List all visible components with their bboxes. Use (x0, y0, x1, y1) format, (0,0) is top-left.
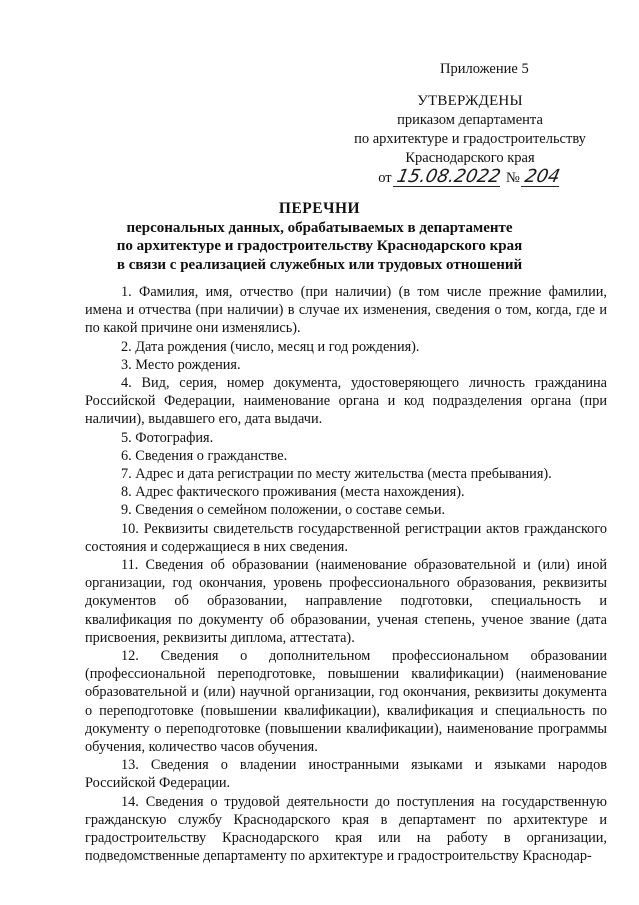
handwritten-date: 15.08.2022 (395, 166, 503, 187)
list-item: 13. Сведения о владении иностранными языками и языками народов Российской Федерации. (85, 757, 607, 792)
title-line-2: по архитектуре и градостроительству Краснодарского края (116, 238, 523, 254)
list-item: 10. Реквизиты свидетельств государственной регистрации актов гражданского состояния и содержащиеся в них сведения. (85, 520, 607, 555)
title-line-3: в связи с реализацией служебных или трудовых отношений (116, 256, 523, 273)
list-item: 14. Сведения о трудовой деятельности до поступления на государственную гражданскую службу Краснодарского края в департамент по архитектуре и градостроительству Краснодарского края или на работу в организации, подведомственные департаменту по архитектуре и градостроительству Краснодар- (85, 793, 607, 865)
title-main: ПЕРЕЧНИ (278, 200, 361, 217)
list-item: 6. Сведения о гражданстве. (121, 447, 288, 464)
list-item: 2. Дата рождения (число, месяц и год рождения). (121, 338, 420, 355)
title-line-1: персональных данных, обрабатываемых в департаменте (126, 219, 513, 236)
list-item: 11. Сведения об образовании (наименование образовательной и (или) иной организации, год окончания, уровень профессионального образования, реквизиты документов об образовании, направление подготовки, специальность и квалификация по документу об образовании, ученая степень, ученое звание (дата присвоения, реквизиты диплома, аттестата). (85, 557, 607, 646)
approved-heading: УТВЕРЖДЕНЫ (417, 93, 523, 109)
items-list (85, 283, 607, 866)
appendix-label: Приложение 5 (440, 61, 529, 77)
list-item: 1. Фамилия, имя, отчество (при наличии) (в том числе прежние фамилии, имена и отчества (при наличии) в случае их изменения, сведения о том, когда, где и по какой причине они изменялись). (85, 284, 607, 337)
approved-by-line-1: приказом департамента (397, 112, 543, 128)
date-prefix: от (378, 170, 392, 186)
number-prefix: № (505, 170, 520, 186)
approved-by-line-3: Краснодарского края (405, 150, 535, 166)
approved-by-line-2: по архитектуре и градостроительству (354, 131, 586, 147)
list-item: 5. Фотография. (121, 429, 214, 446)
handwritten-number: 204 (523, 166, 563, 187)
approval-block (300, 92, 639, 188)
list-item: 12. Сведения о дополнительном профессиональном образовании (профессиональной переподготовке, повышении квалификации) (наименование образовательной и (или) научной организации, год окончания, реквизиты документа о переподготовке (повышении квалификации), квалификация и специальность по документу о переподготовке (повышении квалификации), наименование программы обучения, количество часов обучения. (85, 648, 607, 756)
list-item: 3. Место рождения. (121, 356, 241, 373)
list-item: 9. Сведения о семейном положении, о составе семьи. (121, 502, 446, 519)
list-item: 7. Адрес и дата регистрации по месту жительства (места пребывания). (121, 466, 552, 483)
date-number-line (378, 168, 562, 188)
list-item: 4. Вид, серия, номер документа, удостоверяющего личность гражданина Российской Федерации, наименование органа и код подразделения органа (при наличии), выдавшего его, дата выдачи. (85, 375, 607, 428)
document-title (0, 200, 639, 274)
list-item: 8. Адрес фактического проживания (места нахождения). (121, 484, 465, 501)
